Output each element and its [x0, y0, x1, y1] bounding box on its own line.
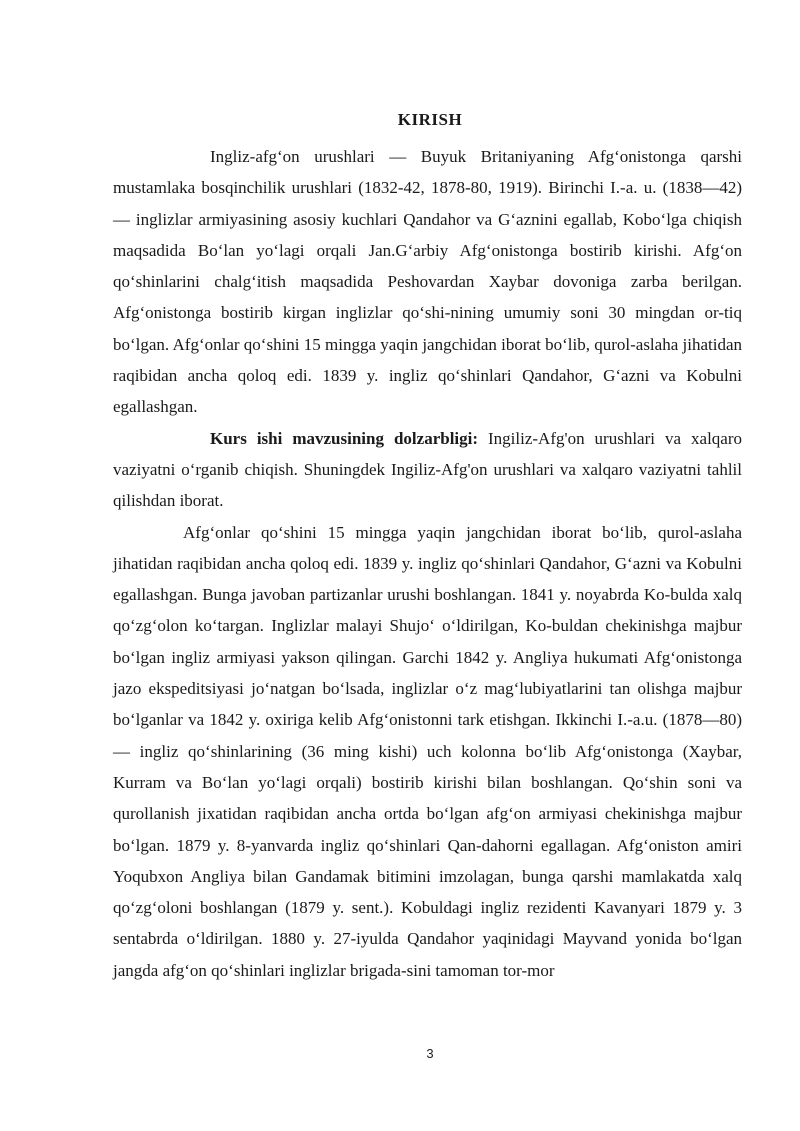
- paragraph-intro: [113, 141, 742, 423]
- paragraph-intro-text: Ingliz-afg‘on urushlari — Buyuk Britaniyaning Afg‘onistonga qarshi mustamlaka bosqinchilik urushlari (1832-42, 1878-80, 1919). Birinchi I.-a. u. (1838—42) — inglizlar armiyasining asosiy kuchlari Qandahor va G‘aznini egallab, Kobo‘lga chiqish maqsadida Bo‘lan yo‘lagi orqali Jan.G‘arbiy Afg‘onistonga bostirib kirishi. Afg‘on qo‘shinlarini chalg‘itish maqsadida Peshovardan Xaybar dovoniga zarba berilgan. Afg‘onistonga bostirib kirgan inglizlar qo‘shi-nining umumiy soni 30 mingdan or-tiq bo‘lgan. Afg‘onlar qo‘shini 15 mingga yaqin jangchidan iborat bo‘lib, qurol-aslaha jihatidan raqibidan ancha qoloq edi. 1839 y. ingliz qo‘shinlari Qandahor, G‘azni va Kobulni egallashgan.: [113, 147, 742, 417]
- paragraph-history-text: Afg‘onlar qo‘shini 15 mingga yaqin jangchidan iborat bo‘lib, qurol-aslaha jihatidan raqibidan ancha qoloq edi. 1839 y. ingliz qo‘shinlari Qandahor, G‘azni va Kobulni egallashgan. Bunga javoban partizanlar urushi boshlangan. 1841 y. noyabrda Ko-bulda xalq qo‘zg‘olon ko‘targan. Inglizlar malayi Shujo‘ o‘ldirilgan, Ko-buldan chekinishga majbur bo‘lgan ingliz armiyasi yakson qilingan. Garchi 1842 y. Angliya hukumati Afg‘onistonga jazo ekspeditsiyasi jo‘natgan bo‘lsada, inglizlar o‘z mag‘lubiyatlarini tan olishga majbur bo‘lganlar va 1842 y. oxiriga kelib Afg‘onistonni tark etishgan. Ikkinchi I.-a.u. (1878—80) — ingliz qo‘shinlarining (36 ming kishi) uch kolonna bo‘lib Afg‘onistonga (Xaybar, Kurram va Bo‘lan yo‘lagi orqali) bostirib kirishi bilan boshlangan. Qo‘shin soni va qurollanish jixatidan raqibidan ancha ortda bo‘lgan afg‘on armiyasi chekinishga majbur bo‘lgan. 1879 y. 8-yanvarda ingliz qo‘shinlari Qan-dahorni egallagan. Afg‘oniston amiri Yoqubxon Angliya bilan Gandamak bitimini imzolagan, bunga qarshi mamlakatda xalq qo‘zg‘oloni boshlangan (1879 y. sent.). Kobuldagi ingliz rezidenti Kavanyari 1879 y. 3 sentabrda o‘ldirilgan. 1880 y. 27-iyulda Qandahor yaqinidagi Mayvand yonida bo‘lgan jangda afg‘on qo‘shinlari inglizlar brigada-sini tamoman tor-mor: [113, 522, 742, 980]
- paragraph-relevance-text: Ingiliz-Afg'on urushlari va xalqaro vaziyatni o‘rganib chiqish. Shuningdek Ingiliz-Afg'on urushlari va xalqaro vaziyatni tahlil qilishdan iborat.: [113, 428, 742, 511]
- page-heading: KIRISH: [397, 110, 463, 129]
- page-number: 3: [426, 1046, 434, 1061]
- body-text: [113, 141, 742, 986]
- paragraph-relevance-lead: Kurs ishi mavzusining dolzarbligi:: [210, 428, 479, 448]
- paragraph-history: [113, 517, 742, 986]
- paragraph-relevance: [113, 423, 742, 517]
